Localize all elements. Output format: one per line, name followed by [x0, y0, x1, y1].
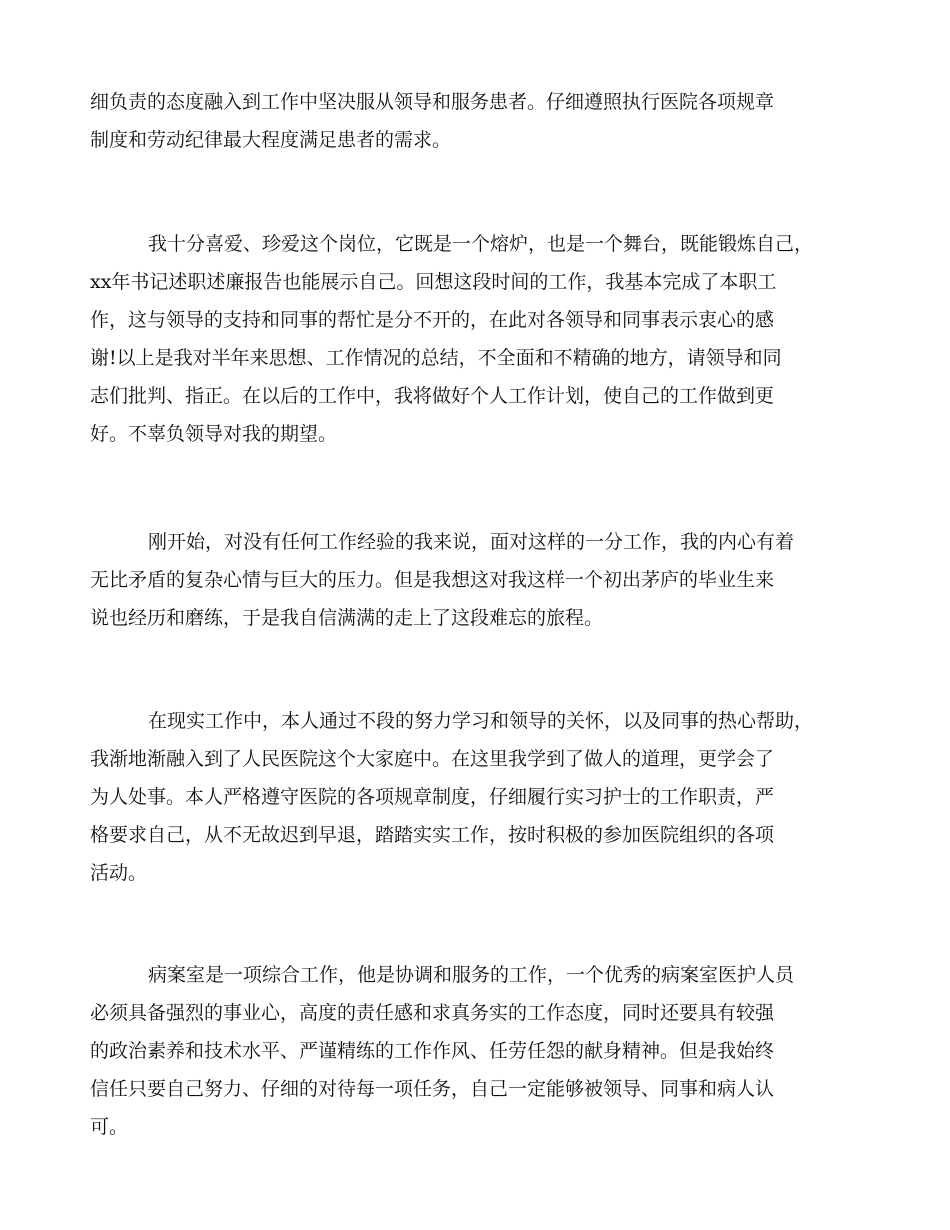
- paragraph-line: 细负责的态度融入到工作中坚决服从领导和服务患者。仔细遵照执行医院各项规章: [90, 91, 775, 113]
- paragraph-line: 可。: [90, 1116, 129, 1138]
- paragraph-line: 的政治素养和技术水平、严谨精练的工作作风、任劳任怨的献身精神。但是我始终: [90, 1040, 775, 1062]
- paragraph-line: 我十分喜爱、珍爱这个岗位，它既是一个熔炉，也是一个舞台，既能锻炼自己，: [148, 233, 814, 255]
- paragraph-line: 说也经历和磨练，于是我自信满满的走上了这段难忘的旅程。: [90, 607, 604, 629]
- paragraph-line: 谢!以上是我对半年来思想、工作情况的总结，不全面和不精确的地方，请领导和同: [90, 347, 782, 369]
- paragraph-line: 必须具备强烈的事业心，高度的责任感和求真务实的工作态度，同时还要具有较强: [90, 1002, 775, 1024]
- paragraph-line: 为人处事。本人严格遵守医院的各项规章制度，仔细履行实习护士的工作职责，严: [90, 786, 775, 808]
- paragraph-line: 在现实工作中，本人通过不段的努力学习和领导的关怀，以及同事的热心帮助，: [148, 710, 814, 732]
- paragraph-line: 病案室是一项综合工作，他是协调和服务的工作，一个优秀的病案室医护人员: [148, 964, 795, 986]
- paragraph-line: 活动。: [90, 862, 148, 884]
- paragraph-line: 刚开始，对没有任何工作经验的我来说，面对这样的一分工作，我的内心有着: [148, 531, 795, 553]
- paragraph-line: 信任只要自己努力、仔细的对待每一项任务，自己一定能够被领导、同事和病人认: [90, 1078, 775, 1100]
- paragraph-line: 格要求自己，从不无故迟到早退，踏踏实实工作，按时积极的参加医院组织的各项: [90, 824, 775, 846]
- paragraph-2: [90, 225, 880, 453]
- paragraph-3: [90, 523, 880, 637]
- paragraph-line: 好。不辜负领导对我的期望。: [90, 423, 338, 445]
- paragraph-line: 作，这与领导的支持和同事的帮忙是分不开的，在此对各领导和同事表示衷心的感: [90, 309, 775, 331]
- paragraph-line: 无比矛盾的复杂心情与巨大的压力。但是我想这对我这样一个初出茅庐的毕业生来: [90, 569, 775, 591]
- paragraph-line: 我渐地渐融入到了人民医院这个大家庭中。在这里我学到了做人的道理，更学会了: [90, 748, 775, 770]
- paragraph-5: [90, 956, 880, 1146]
- paragraph-line: xx年书记述职述廉报告也能展示自己。回想这段时间的工作，我基本完成了本职工: [90, 271, 777, 293]
- paragraph-line: 制度和劳动纪律最大程度满足患者的需求。: [90, 129, 452, 151]
- paragraph-4: [90, 702, 880, 892]
- paragraph-line: 志们批判、指正。在以后的工作中，我将做好个人工作计划，使自己的工作做到更: [90, 385, 775, 407]
- paragraph-1: [90, 83, 880, 159]
